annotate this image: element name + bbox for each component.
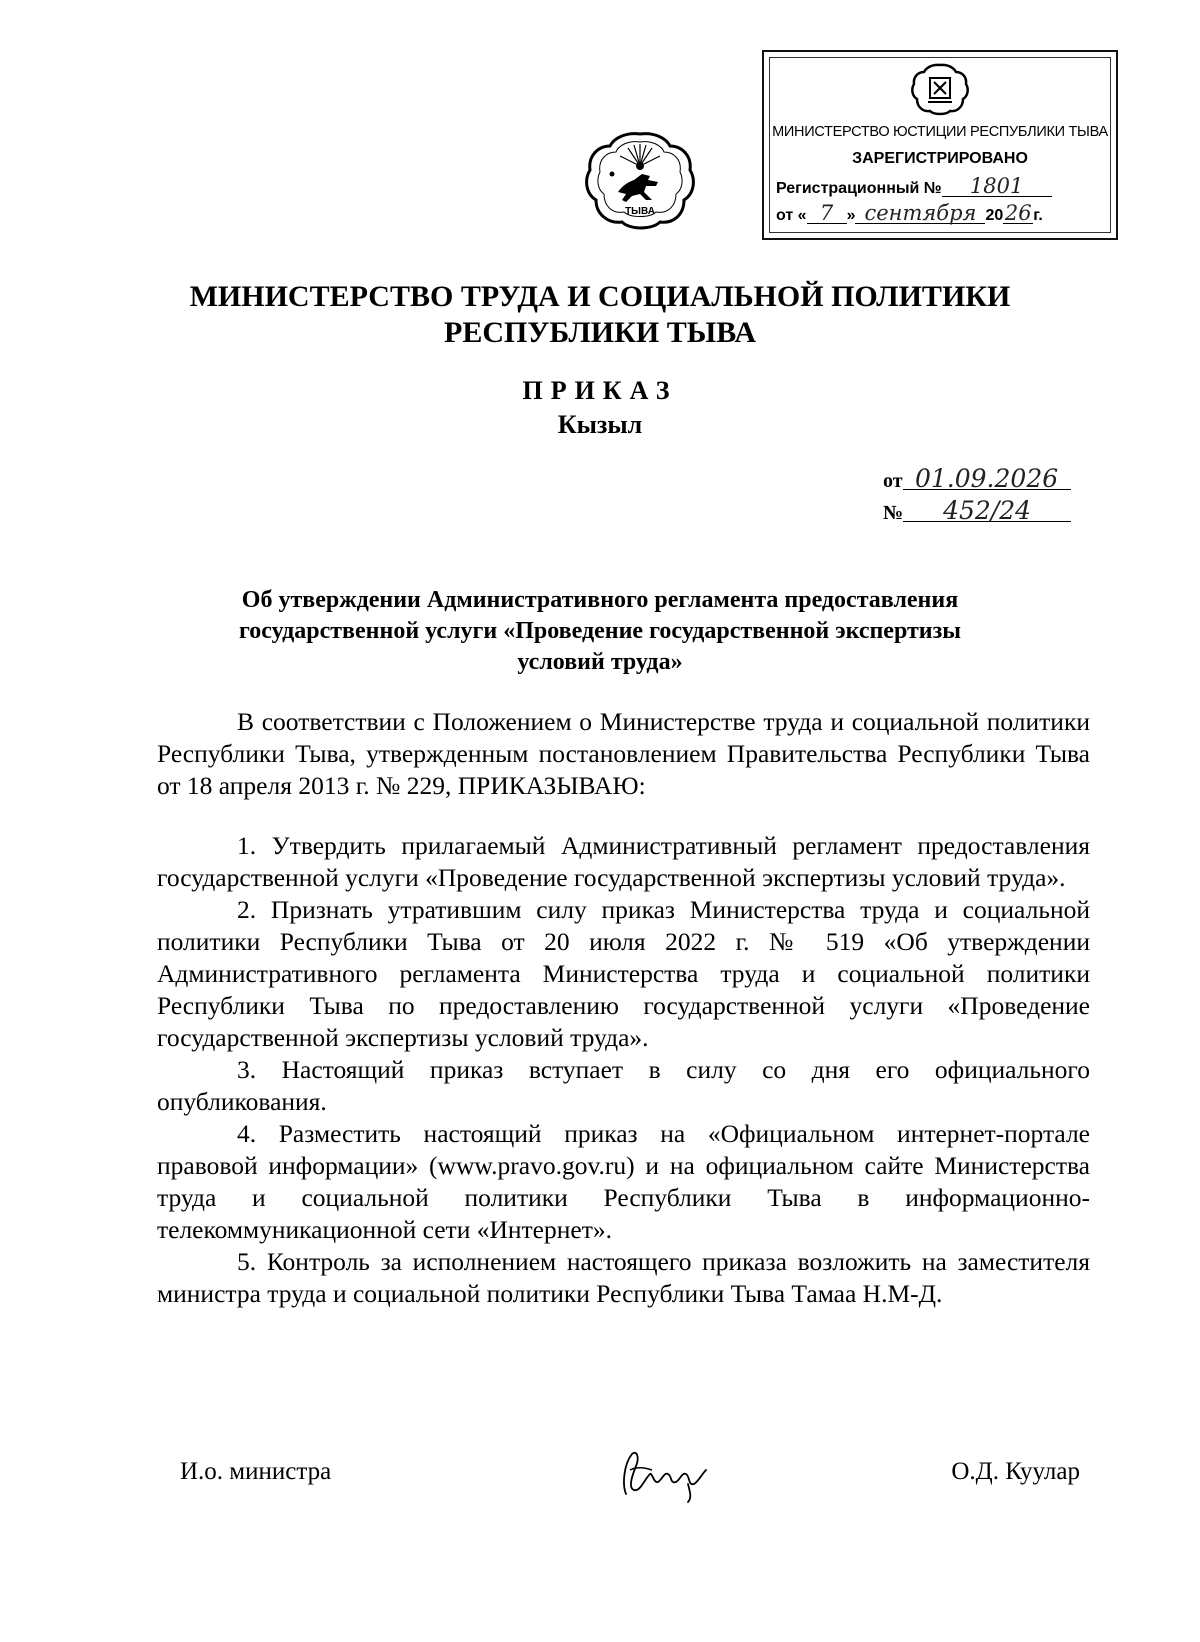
signatory-name: О.Д. Куулар: [951, 1458, 1080, 1485]
document-title: Об утверждении Административного регламента предоставления государственной услуги «Проведение государственной экспертизы условий труда»: [239, 587, 961, 675]
organization-name-line-2: РЕСПУБЛИКИ ТЫВА: [444, 316, 756, 349]
tuva-emblem: [584, 130, 696, 232]
svg-text:ТЫВА: ТЫВА: [625, 206, 655, 217]
document-body: [157, 706, 1090, 1310]
stamp-date-year-prefix: 20: [985, 207, 1004, 224]
organization-name-line-1: МИНИСТЕРСТВО ТРУДА И СОЦИАЛЬНОЙ ПОЛИТИКИ: [189, 280, 1011, 313]
order-number-value: 452/24: [903, 501, 1071, 522]
stamp-date-year-suffix: 26: [1004, 201, 1032, 225]
body-item-3: 3. Настоящий приказ вступает в силу со дня его официального опубликования.: [157, 1055, 1090, 1116]
registration-stamp: [762, 50, 1118, 240]
body-preamble: В соответствии с Положением о Министерстве труда и социальной политики Республики Тыва, утвержденным постановлением Правительства Республики Тыва от 18 апреля 2013 г. № 229, ПРИКАЗЫВАЮ:: [157, 707, 1090, 800]
stamp-date-day: 7: [807, 203, 847, 224]
document-type: ПРИКАЗ: [522, 376, 678, 405]
stamp-date-suffix: г.: [1033, 207, 1043, 224]
stamp-date-row: [776, 203, 1116, 225]
stamp-date-month: сентября: [855, 203, 985, 224]
body-item-1: 1. Утвердить прилагаемый Административный регламент предоставления государственной услуги «Проведение государственной экспертизы условий труда».: [157, 831, 1090, 892]
order-date-value: 01.09.2026: [903, 469, 1071, 490]
body-item-2: 2. Признать утратившим силу приказ Министерства труда и социальной политики Республики Тыва от 20 июля 2022 г. № 519 «Об утверждении Административного регламента Министерства труда и социальной политики Республики Тыва по предоставлению государственной услуги «Проведение государственной экспертизы условий труда».: [157, 895, 1090, 1052]
stamp-date-mid: »: [846, 207, 856, 224]
body-item-4: 4. Разместить настоящий приказ на «Официальном интернет-портале правовой информации» (www.pravo.gov.ru) и на официальном сайте Министерства труда и социальной политики Республики Тыва в информационно-телекоммуникационной сети «Интернет».: [157, 1119, 1090, 1244]
stamp-reg-number: 1801: [942, 176, 1052, 197]
order-date-label: от: [883, 470, 903, 492]
stamp-registration-number-row: [776, 176, 1116, 198]
emblem-icon: [584, 130, 696, 232]
body-item-5: 5. Контроль за исполнением настоящего приказа возложить на заместителя министра труда и социальной политики Республики Тыва Тамаа Н.М-Д.: [157, 1247, 1090, 1308]
signatory-position: И.о. министра: [180, 1458, 332, 1485]
order-number-row: [883, 496, 1095, 533]
stamp-status: ЗАРЕГИСТРИРОВАНО: [852, 150, 1028, 167]
stamp-ministry-name: МИНИСТЕРСТВО ЮСТИЦИИ РЕСПУБЛИКИ ТЫВА: [772, 124, 1108, 140]
document-city: Кызыл: [557, 410, 643, 439]
handwritten-signature: [616, 1444, 712, 1504]
stamp-reg-label: Регистрационный №: [776, 180, 942, 197]
signature-block: [180, 1456, 1080, 1516]
order-date-number-block: [883, 464, 1095, 533]
stamp-emblem-icon: [910, 62, 970, 118]
order-number-label: №: [883, 502, 904, 524]
stamp-date-prefix: от «: [776, 207, 807, 224]
